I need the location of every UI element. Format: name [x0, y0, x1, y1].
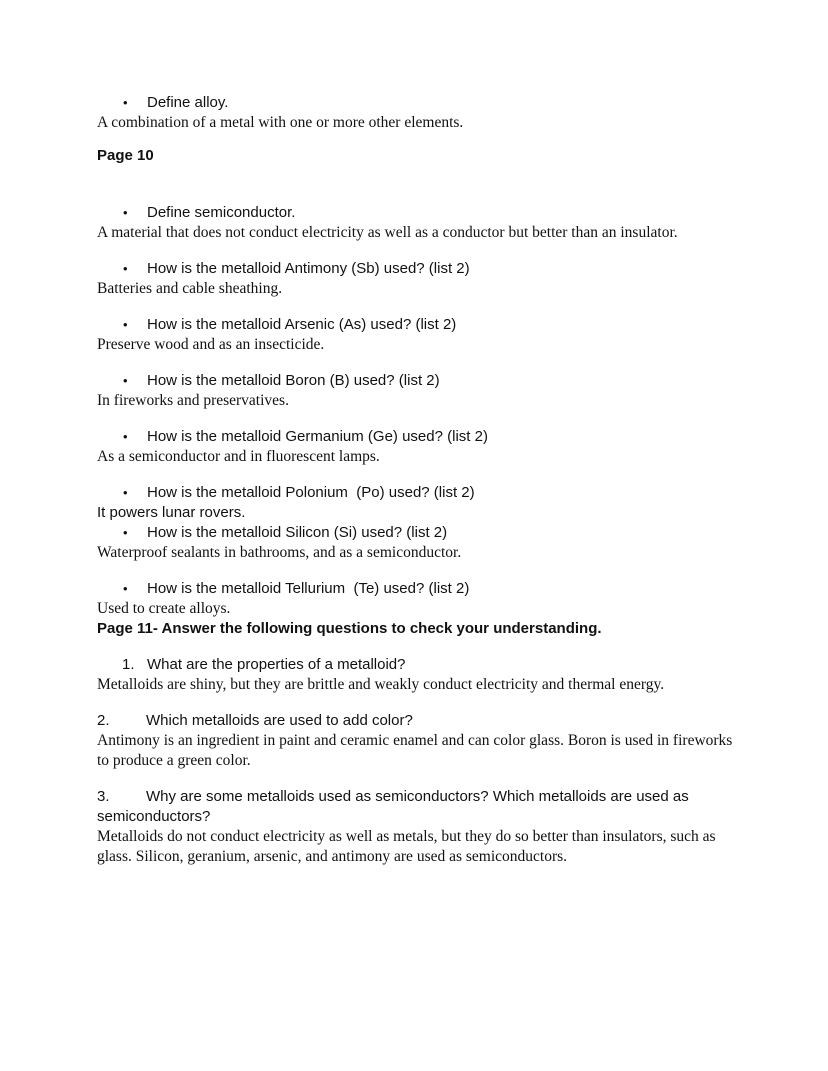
bullet-icon [123, 523, 147, 543]
bullet-icon [123, 427, 147, 447]
bullet-icon [123, 203, 147, 223]
question-text: How is the metalloid Boron (B) used? (list 2) [147, 372, 440, 389]
bullet-icon [123, 371, 147, 391]
bullet-icon [123, 93, 147, 113]
bullet-question [97, 259, 733, 279]
bullet-question [97, 203, 733, 223]
question-number: 3. [97, 788, 110, 805]
bullet-question [97, 315, 733, 335]
answer-text: Waterproof sealants in bathrooms, and as a semiconductor. [97, 544, 462, 561]
question-text: What are the properties of a metalloid? [147, 656, 406, 673]
question-text: How is the metalloid Polonium (Po) used? (list 2) [147, 484, 475, 501]
question-number: 1. [122, 656, 135, 673]
bullet-question [97, 93, 733, 113]
bullet-question [97, 483, 733, 503]
numbered-question [97, 711, 733, 731]
question-number: 2. [97, 712, 110, 729]
bullet-icon [123, 579, 147, 599]
answer-text: Metalloids are shiny, but they are brittle and weakly conduct electricity and thermal energy. [97, 676, 665, 693]
question-text: How is the metalloid Germanium (Ge) used? (list 2) [147, 428, 488, 445]
bullet-icon [123, 315, 147, 335]
question-text: Why are some metalloids used as semiconductors? Which metalloids are used as semiconductors? [97, 788, 693, 825]
answer-text: A material that does not conduct electricity as well as a conductor but better than an insulator. [97, 224, 678, 241]
answer-text: Batteries and cable sheathing. [97, 280, 283, 297]
answer-text: A combination of a metal with one or more other elements. [97, 114, 464, 131]
section-heading-page10: Page 10 [97, 147, 154, 164]
bullet-question [97, 579, 733, 599]
bullet-icon [123, 259, 147, 279]
question-text: How is the metalloid Tellurium (Te) used? (list 2) [147, 580, 470, 597]
bullet-question [97, 523, 733, 543]
question-text: How is the metalloid Silicon (Si) used? (list 2) [147, 524, 448, 541]
bullet-icon [123, 483, 147, 503]
answer-text: Preserve wood and as an insecticide. [97, 336, 325, 353]
answer-text: In fireworks and preservatives. [97, 392, 289, 409]
question-text: How is the metalloid Arsenic (As) used? (list 2) [147, 316, 457, 333]
section-heading-page11: Page 11- Answer the following questions to check your understanding. [97, 620, 602, 637]
bullet-question [97, 427, 733, 447]
numbered-question [97, 787, 733, 827]
question-text: How is the metalloid Antimony (Sb) used? (list 2) [147, 260, 470, 277]
question-text: Define alloy. [147, 94, 229, 111]
answer-text: Metalloids do not conduct electricity as well as metals, but they do so better than insulators, such as glass. Silicon, geranium, arsenic, and antimony are used as semiconductors. [97, 828, 716, 865]
answer-text: It powers lunar rovers. [97, 504, 246, 521]
answer-text: Antimony is an ingredient in paint and ceramic enamel and can color glass. Boron is used in fireworks to produce a green color. [97, 732, 733, 769]
answer-text: Used to create alloys. [97, 600, 231, 617]
numbered-question [97, 655, 733, 675]
answer-text: As a semiconductor and in fluorescent lamps. [97, 448, 380, 465]
bullet-question [97, 371, 733, 391]
question-text: Define semiconductor. [147, 204, 296, 221]
question-text: Which metalloids are used to add color? [146, 712, 413, 729]
